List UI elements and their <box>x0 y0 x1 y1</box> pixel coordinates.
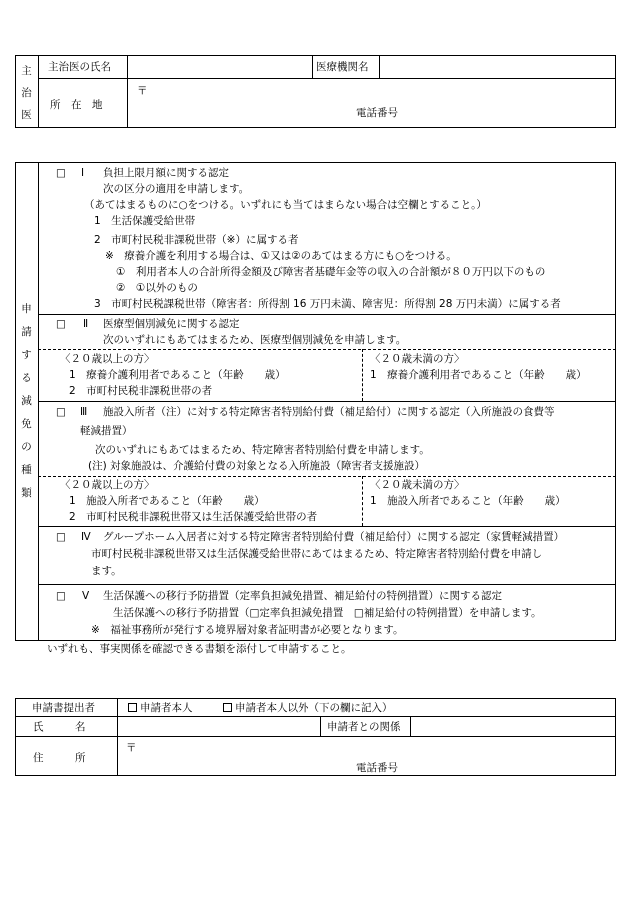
section1-sub1[interactable]: ① 利用者本人の合計所得金額及び障害者基礎年金等の収入の合計額が８０万円以下のもの <box>116 266 546 278</box>
section5-roman: Ⅴ <box>82 590 90 602</box>
doctor-phone-label: 電話番号 <box>356 107 398 119</box>
section2-left-1[interactable]: 1 療養介護利用者であること（年齢 歳） <box>69 369 286 381</box>
section3-title: 施設入所者（注）に対する特定障害者特別給付費（補足給付）に関する認定（入所施設の食費等 <box>103 406 555 418</box>
section2-right-head: 〈２０歳未満の方〉 <box>370 353 465 365</box>
submitter-phone-label: 電話番号 <box>356 762 398 774</box>
section3-right-1[interactable]: 1 施設入所者であること（年齢 歳） <box>370 495 566 507</box>
section3-title2: 軽減措置） <box>80 425 133 437</box>
section2-roman: Ⅱ <box>83 318 89 330</box>
institution-field[interactable] <box>380 56 615 77</box>
section1-line1: 次の区分の適用を申請します。 <box>103 183 250 195</box>
submitter-other-checkbox[interactable] <box>223 703 232 712</box>
doctor-name-label: 主治医の氏名 <box>48 61 111 73</box>
section3-checkbox[interactable]: □ <box>56 406 66 418</box>
section1-option1[interactable]: 1 生活保護受給世帯 <box>94 215 196 227</box>
section4-checkbox[interactable]: □ <box>56 531 66 543</box>
doctor-side-label: 主 治 医 <box>21 65 32 121</box>
section1-note: ※ 療養介護を利用する場合は、①又は②のあてはまる方にも○をつける。 <box>105 250 457 262</box>
doctor-address-field[interactable] <box>150 80 610 126</box>
section3-roman: Ⅲ <box>80 406 88 418</box>
section1-line2: （あてはまるものに○をつける。いずれにも当てはまらない場合は空欄とすること。） <box>84 199 487 211</box>
section4-line2: ます。 <box>91 565 122 577</box>
section1-option2[interactable]: 2 市町村民税非課税世帯（※）に属する者 <box>94 234 299 246</box>
section2-line1: 次のいずれにもあてはまるため、医療型個別減免を申請します。 <box>103 334 407 346</box>
section5-line2: ※ 福祉事務所が発行する境界層対象者証明書が必要となります。 <box>91 624 404 636</box>
section4-line1: 市町村民税非課税世帯又は生活保護受給世帯にあてはまるため、特定障害者特別給付費を申請し <box>91 548 543 560</box>
section1-title: 負担上限月額に関する認定 <box>103 167 229 179</box>
submitter-other-option[interactable]: 申請者本人以外（下の欄に記入） <box>223 701 393 715</box>
section1-option3[interactable]: 3 市町村民税課税世帯（障害者：所得割 16 万円未満、障害児：所得割 28 万円未満）に属する者 <box>94 298 561 310</box>
section1-roman: Ⅰ <box>81 167 85 179</box>
submitter-address-label: 住 所 <box>33 752 86 764</box>
section3-line1: 次のいずれにもあてはまるため、特定障害者特別給付費を申請します。 <box>95 444 430 456</box>
section3-left-1[interactable]: 1 施設入所者であること（年齢 歳） <box>69 495 265 507</box>
section3-right-head: 〈２０歳未満の方〉 <box>370 479 465 491</box>
submitter-name-label: 氏 名 <box>33 721 86 733</box>
reduction-side-label: 申 請 す る 減 免 の 種 類 <box>21 303 32 499</box>
doctor-name-field[interactable] <box>128 56 311 77</box>
relation-field[interactable] <box>411 717 615 735</box>
section3-note: (注) 対象施設は、介護給付費の対象となる入所施設（障害者支援施設） <box>88 460 426 472</box>
section2-checkbox[interactable]: □ <box>56 318 66 330</box>
section3-left-head: 〈２０歳以上の方〉 <box>60 479 155 491</box>
submitter-self-option[interactable]: 申請者本人 <box>128 701 193 715</box>
submitter-address-field[interactable] <box>140 738 610 774</box>
submitter-postal-mark: 〒 <box>126 742 137 754</box>
attachment-note: いずれも、事実関係を確認できる書類を添付して申請すること。 <box>47 643 352 655</box>
doctor-postal-mark: 〒 <box>137 85 148 97</box>
submitter-name-field[interactable] <box>118 717 319 735</box>
section2-left-head: 〈２０歳以上の方〉 <box>60 353 155 365</box>
section2-left-2[interactable]: 2 市町村民税非課税世帯の者 <box>69 385 213 397</box>
section5-title: 生活保護への移行予防措置（定率負担減免措置、補足給付の特例措置）に関する認定 <box>103 590 502 602</box>
section1-sub2[interactable]: ② ①以外のもの <box>116 282 198 294</box>
section1-checkbox[interactable]: □ <box>56 167 66 179</box>
doctor-address-label: 所 在 地 <box>50 99 103 111</box>
section4-title: グループホーム入居者に対する特定障害者特別給付費（補足給付）に関する認定（家賃軽減措置） <box>103 531 565 543</box>
institution-label: 医療機関名 <box>316 61 369 73</box>
section2-right-1[interactable]: 1 療養介護利用者であること（年齢 歳） <box>370 369 587 381</box>
relation-label: 申請者との関係 <box>327 721 401 733</box>
submitter-label: 申請書提出者 <box>32 702 95 714</box>
section3-left-2[interactable]: 2 市町村民税非課税世帯又は生活保護受給世帯の者 <box>69 511 318 523</box>
section5-line1: 生活保護への移行予防措置（□定率負担減免措置 □補足給付の特例措置）を申請します。 <box>113 607 542 619</box>
submitter-self-checkbox[interactable] <box>128 703 137 712</box>
section2-title: 医療型個別減免に関する認定 <box>103 318 240 330</box>
section5-checkbox[interactable]: □ <box>56 590 66 602</box>
section4-roman: Ⅳ <box>81 531 91 543</box>
